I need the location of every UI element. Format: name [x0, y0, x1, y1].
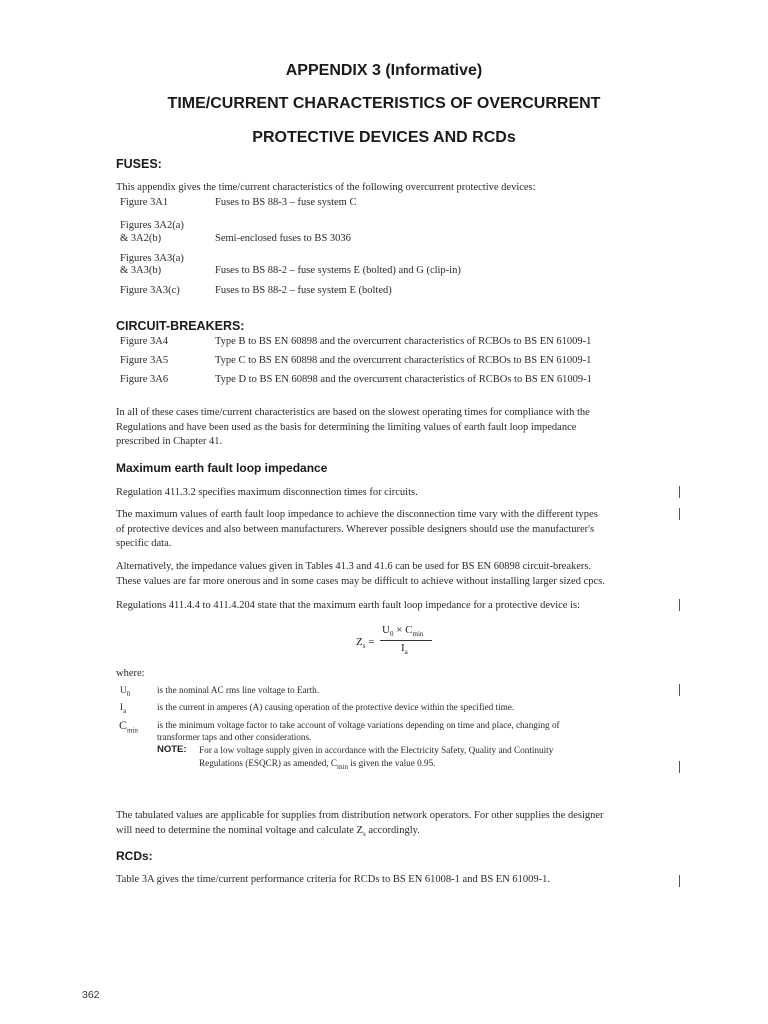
- change-bar: [679, 684, 680, 696]
- impedance-paragraph: Regulation 411.3.2 specifies maximum disconnection times for circuits.: [116, 487, 418, 498]
- impedance-paragraph: Regulations 411.4.4 to 411.4.204 state that the maximum earth fault loop impedance for a protective device is:: [116, 600, 581, 611]
- impedance-paragraph-line: These values are far more onerous and in some cases may be difficult to achieve without installing larger sized cpcs.: [116, 576, 605, 587]
- breakers-paragraph-line: In all of these cases time/current characteristics are based on the slowest operating times for compliance with the: [116, 407, 590, 418]
- supply-paragraph-line: will need to determine the nominal voltage and calculate $Z_s$ accordingly.: [116, 825, 420, 839]
- impedance-heading: Maximum earth fault loop impedance: [116, 461, 328, 475]
- definition-text: is the minimum voltage factor to take account of voltage variations depending on time and place, changing of: [157, 720, 560, 730]
- fraction-bar: [380, 640, 432, 641]
- note-text: Regulations (ESQCR) as amended, $C_{min}$ is given the value 0.95.: [199, 758, 436, 771]
- figure-label: Figure 3A5: [120, 355, 169, 366]
- page-number: 362: [82, 989, 100, 1001]
- breakers-paragraph-line: prescribed in Chapter 41.: [116, 436, 223, 447]
- change-bar: [679, 486, 680, 498]
- impedance-paragraph-line: The maximum values of earth fault loop impedance to achieve the disconnection time vary with the different types: [116, 509, 598, 520]
- note-text: For a low voltage supply given in accordance with the Electricity Safety, Quality and Continuity: [199, 745, 554, 755]
- where-label: where:: [116, 668, 145, 679]
- impedance-paragraph-line: Alternatively, the impedance values given in Tables 41.3 and 41.6 can be used for BS EN 60898 circuit-breakers.: [116, 561, 592, 572]
- change-bar: [679, 508, 680, 520]
- page-title-line-1: TIME/CURRENT CHARACTERISTICS OF OVERCURRENT: [167, 95, 601, 112]
- formula-denominator: $I_a$: [401, 642, 408, 657]
- supply-paragraph-line: The tabulated values are applicable for supplies from distribution network operators. For other supplies the designer: [116, 810, 604, 821]
- impedance-paragraph-line: specific data.: [116, 538, 172, 549]
- change-bar: [679, 761, 680, 773]
- figure-label: Figure 3A3(c): [120, 285, 180, 296]
- figure-description: Fuses to BS 88-2 – fuse systems E (bolted) and G (clip-in): [215, 265, 461, 276]
- fuses-heading: FUSES:: [116, 157, 162, 171]
- circuit-breakers-heading: CIRCUIT-BREAKERS:: [116, 319, 245, 333]
- figure-description: Type C to BS EN 60898 and the overcurrent characteristics of RCBOs to BS EN 61009-1: [215, 355, 592, 366]
- rcds-paragraph: Table 3A gives the time/current performance criteria for RCDs to BS EN 61008-1 and BS EN 61009-1.: [116, 874, 551, 885]
- definition-text: is the current in amperes (A) causing operation of the protective device within the specified time.: [157, 702, 515, 712]
- figure-label: & 3A3(b): [120, 265, 162, 276]
- figure-label: Figure 3A6: [120, 374, 169, 385]
- symbol: $C_{min}$: [119, 718, 138, 735]
- figure-label: Figures 3A3(a): [120, 253, 184, 264]
- figure-description: Fuses to BS 88-3 – fuse system C: [215, 197, 357, 208]
- appendix-title: APPENDIX 3 (Informative): [285, 62, 483, 79]
- figure-label: Figure 3A4: [120, 336, 169, 347]
- definition-text: transformer taps and other considerations.: [157, 732, 312, 742]
- rcds-heading: RCDs:: [116, 849, 153, 863]
- symbol: $U_0$: [120, 685, 131, 698]
- change-bar: [679, 599, 680, 611]
- definition-text: is the nominal AC rms line voltage to Earth.: [157, 685, 320, 695]
- figure-description: Semi-enclosed fuses to BS 3036: [215, 233, 351, 244]
- figure-description: Type B to BS EN 60898 and the overcurrent characteristics of RCBOs to BS EN 61009-1: [215, 336, 592, 347]
- figure-description: Type D to BS EN 60898 and the overcurrent characteristics of RCBOs to BS EN 61009-1: [215, 374, 592, 385]
- change-bar: [679, 875, 680, 887]
- page-title-line-2: PROTECTIVE DEVICES AND RCDs: [252, 129, 516, 146]
- figure-label: Figures 3A2(a): [120, 220, 184, 231]
- formula-lhs: $Z_s$ =: [356, 636, 375, 651]
- note-label: NOTE:: [157, 744, 187, 755]
- breakers-paragraph-line: Regulations and have been used as the basis for determining the limiting values of earth fault loop impedance: [116, 422, 577, 433]
- symbol: $I_a$: [120, 702, 127, 715]
- figure-label: & 3A2(b): [120, 233, 162, 244]
- figure-label: Figure 3A1: [120, 197, 169, 208]
- formula-numerator: $U_0 \times C_{min}$: [382, 624, 424, 639]
- figure-description: Fuses to BS 88-2 – fuse system E (bolted): [215, 285, 392, 296]
- impedance-paragraph-line: of protective devices and also between manufacturers. Wherever possible designers should use the manufacturer's: [116, 524, 595, 535]
- fuses-intro: This appendix gives the time/current characteristics of the following overcurrent protective devices:: [116, 182, 536, 193]
